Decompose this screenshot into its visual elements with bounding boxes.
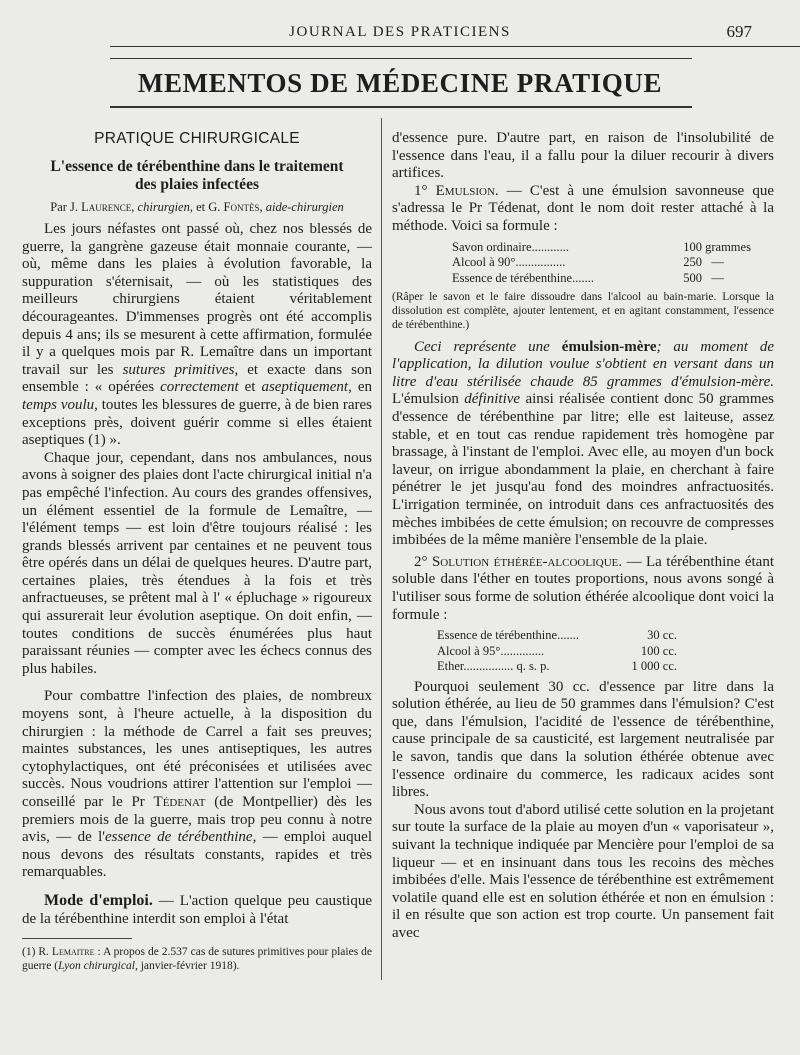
- formula-row: Ether................ q. s. p. 1 000 cc.: [437, 659, 677, 674]
- formula-emulsion: [452, 240, 774, 287]
- paragraph-emulsion-mere: Ceci représente une émulsion-mère; au moment de l'application, la dilution voulue s'obtient en versant dans un litre d'eau stérilisée chaude 85 grammes d'émulsion-mère. L'émulsion définitive ainsi réalisée contient donc 50 grammes d'essence de térébenthine par litre; elle est laiteuse, assez stable, et en tout cas rendue rapidement très homogène par brassage, à l'instant de l'emploi. Avec elle, au moyen d'un bock laveur, on irrigue abondamment la plaie, en cherchant à faire pénétrer le jet jusqu'au fond des moindres anfractuosités. L'irrigation terminée, on introduit dans ces anfractuosités des mèches imbibées de cette émulsion; on recouvre de compresses imbibées de la même manière l'ensemble de la plaie.: [392, 338, 774, 549]
- formula-row: Alcool à 90°................ 250 —: [452, 255, 724, 270]
- author-1: Laurence: [81, 200, 132, 214]
- section-heading: PRATIQUE CHIRURGICALE: [94, 130, 300, 147]
- right-column: [392, 118, 774, 943]
- running-head: [0, 22, 800, 44]
- main-title: MEMENTOS DE MÉDECINE PRATIQUE: [137, 68, 663, 98]
- formula-solution: [437, 628, 774, 675]
- column-divider: [381, 118, 382, 980]
- title-rule-bottom: [110, 106, 692, 108]
- paragraph-3: Pour combattre l'infection des plaies, de nombreux moyens sont, à l'heure actuelle, à la disposition du chirurgien : la méthode de Carrel a fait ses preuves; maintes substances, les unes antiseptiques, les autres cytophylactiques, ont été préconisées et utilisées avec succès. Nous voudrions attirer l'attention sur l'emploi — conseillé par le Pr Tédenat (de Montpellier) dès les premiers mois de la guerre, mais trop peu connu à notre avis, — de l'essence de térébenthine, — emploi auquel nous devons des résultats constants, rapides et très remarquables.: [22, 688, 373, 881]
- title-rule-top: [110, 58, 692, 59]
- paragraph-emulsion: 1° Emulsion. — C'est à une émulsion savonneuse que s'adressa le Pr Tédenat, dont le nom doit rester attaché à la méthode. Voici sa formule :: [392, 182, 774, 234]
- paragraph-solution: 2° Solution éthérée-alcoolique. — La térébenthine étant soluble dans l'éther en toutes proportions, nous avons songé à l'utiliser sous forme de solution éthérée alcoolique dont voici la formule :: [392, 553, 775, 623]
- paragraph-2: Chaque jour, cependant, dans nos ambulances, nous avons à soigner des plaies dont l'acte chirurgical initial n'a pas empêché l'infection. Au cours des grandes offensives, un élément essentiel de la formule de Lemaître, — l'élément temps — est loin d'être toujours réalisé : les grands blessés arrivent par centaines et ne peuvent tous être opérés dans un délai de quelques heures. D'autre part, certaines plaies, très étendues à la fois et très anfractueuses, se prêtent mal à l' « épluchage » rigoureux qui assurerait leur évolution aseptique. On doit enfin, — toutes conditions de succès énumérées plus haut paraissant réunies — compter avec les échecs connus des plus habiles.: [22, 449, 372, 677]
- article-title-line-2: des plaies infectées: [135, 176, 259, 193]
- paragraph-4: Mode d'emploi. — L'action quelque peu caustique de la térébenthine interdit son emploi à l'état: [22, 891, 372, 927]
- paragraph-why-30cc: Pourquoi seulement 30 cc. d'essence par litre dans la solution éthérée, au lieu de 50 grammes dans l'émulsion? C'est que, dans l'émulsion, l'acidité de l'essence de térébenthine, cause principale de sa causticité, est largement neutralisée par le savon, tandis que dans la solution éthérée obtenue avec l'essence ordinaire du commerce, les radicaux acides sont libres.: [392, 678, 774, 801]
- page-number: 697: [726, 22, 752, 41]
- footnote-rule: [22, 938, 132, 939]
- author-2: Fontès: [223, 200, 260, 214]
- formula-row: Savon ordinaire............ 100 grammes: [452, 239, 751, 254]
- byline: Par J. Laurence, chirurgien, et G. Fontès, aide-chirurgien: [50, 200, 344, 214]
- header-rule: [110, 46, 800, 47]
- left-column: [22, 118, 372, 973]
- paragraph-vaporisateur: Nous avons tout d'abord utilisé cette solution en la projetant sur toute la surface de la plaie au moyen d'un « vaporisateur », suivant la technique indiquée par Mencière pour l'emploi de sa liqueur — et en insinuant dans tous les recoins des mèches imbibées d'elle. Mais l'essence de térébenthine est extrêmement volatile quand elle est en solution éthérée et non en émulsion : il en résulte que son action est trop courte. Un pansement fait avec: [392, 801, 774, 941]
- paragraph-1: Les jours néfastes ont passé où, chez nos blessés de guerre, la gangrène gazeuse était monnaie courante, — où, même dans les plaies à évolution favorable, la suppuration s'éternisait, — où les statistiques des meilleurs chirurgiens étaient véritablement décourageantes. D'immenses progrès ont été accomplis depuis 4 ans; ils se mesurent à cette affirmation, formulée il y a quelques mois par R. Lemaître dans un important travail sur les sutures primitives, et exacte dans son ensemble : « opérées correctement et aseptiquement, en temps voulu, toutes les blessures de guerre, à de bien rares exceptions près, doivent guérir comme si elles étaient aseptiques (1) ».: [22, 221, 372, 449]
- formula-row: Essence de térébenthine....... 500 —: [452, 270, 724, 285]
- article-title-line-1: L'essence de térébenthine dans le traitement: [50, 158, 344, 175]
- paragraph-continued: d'essence pure. D'autre part, en raison de l'insolubilité de l'essence dans l'eau, il a fallu pour la diluer recourir à divers artifices.: [392, 130, 774, 182]
- journal-title: JOURNAL DES PRATICIENS: [289, 24, 511, 40]
- preparation-note: (Râper le savon et le faire dissoudre dans l'alcool au bain-marie. Lorsque la dissolution est complète, ajouter lentement, et en agitant constamment, l'essence de térébenthine.): [392, 291, 774, 332]
- formula-row: Alcool à 95°.............. 100 cc.: [437, 643, 677, 658]
- formula-row: Essence de térébenthine....... 30 cc.: [437, 628, 677, 643]
- article-title: [22, 158, 372, 194]
- footnote: (1) R. Lemaitre : A propos de 2.537 cas de sutures primitives pour plaies de guerre (Lyon chirurgical, janvier-février 1918).: [22, 946, 373, 973]
